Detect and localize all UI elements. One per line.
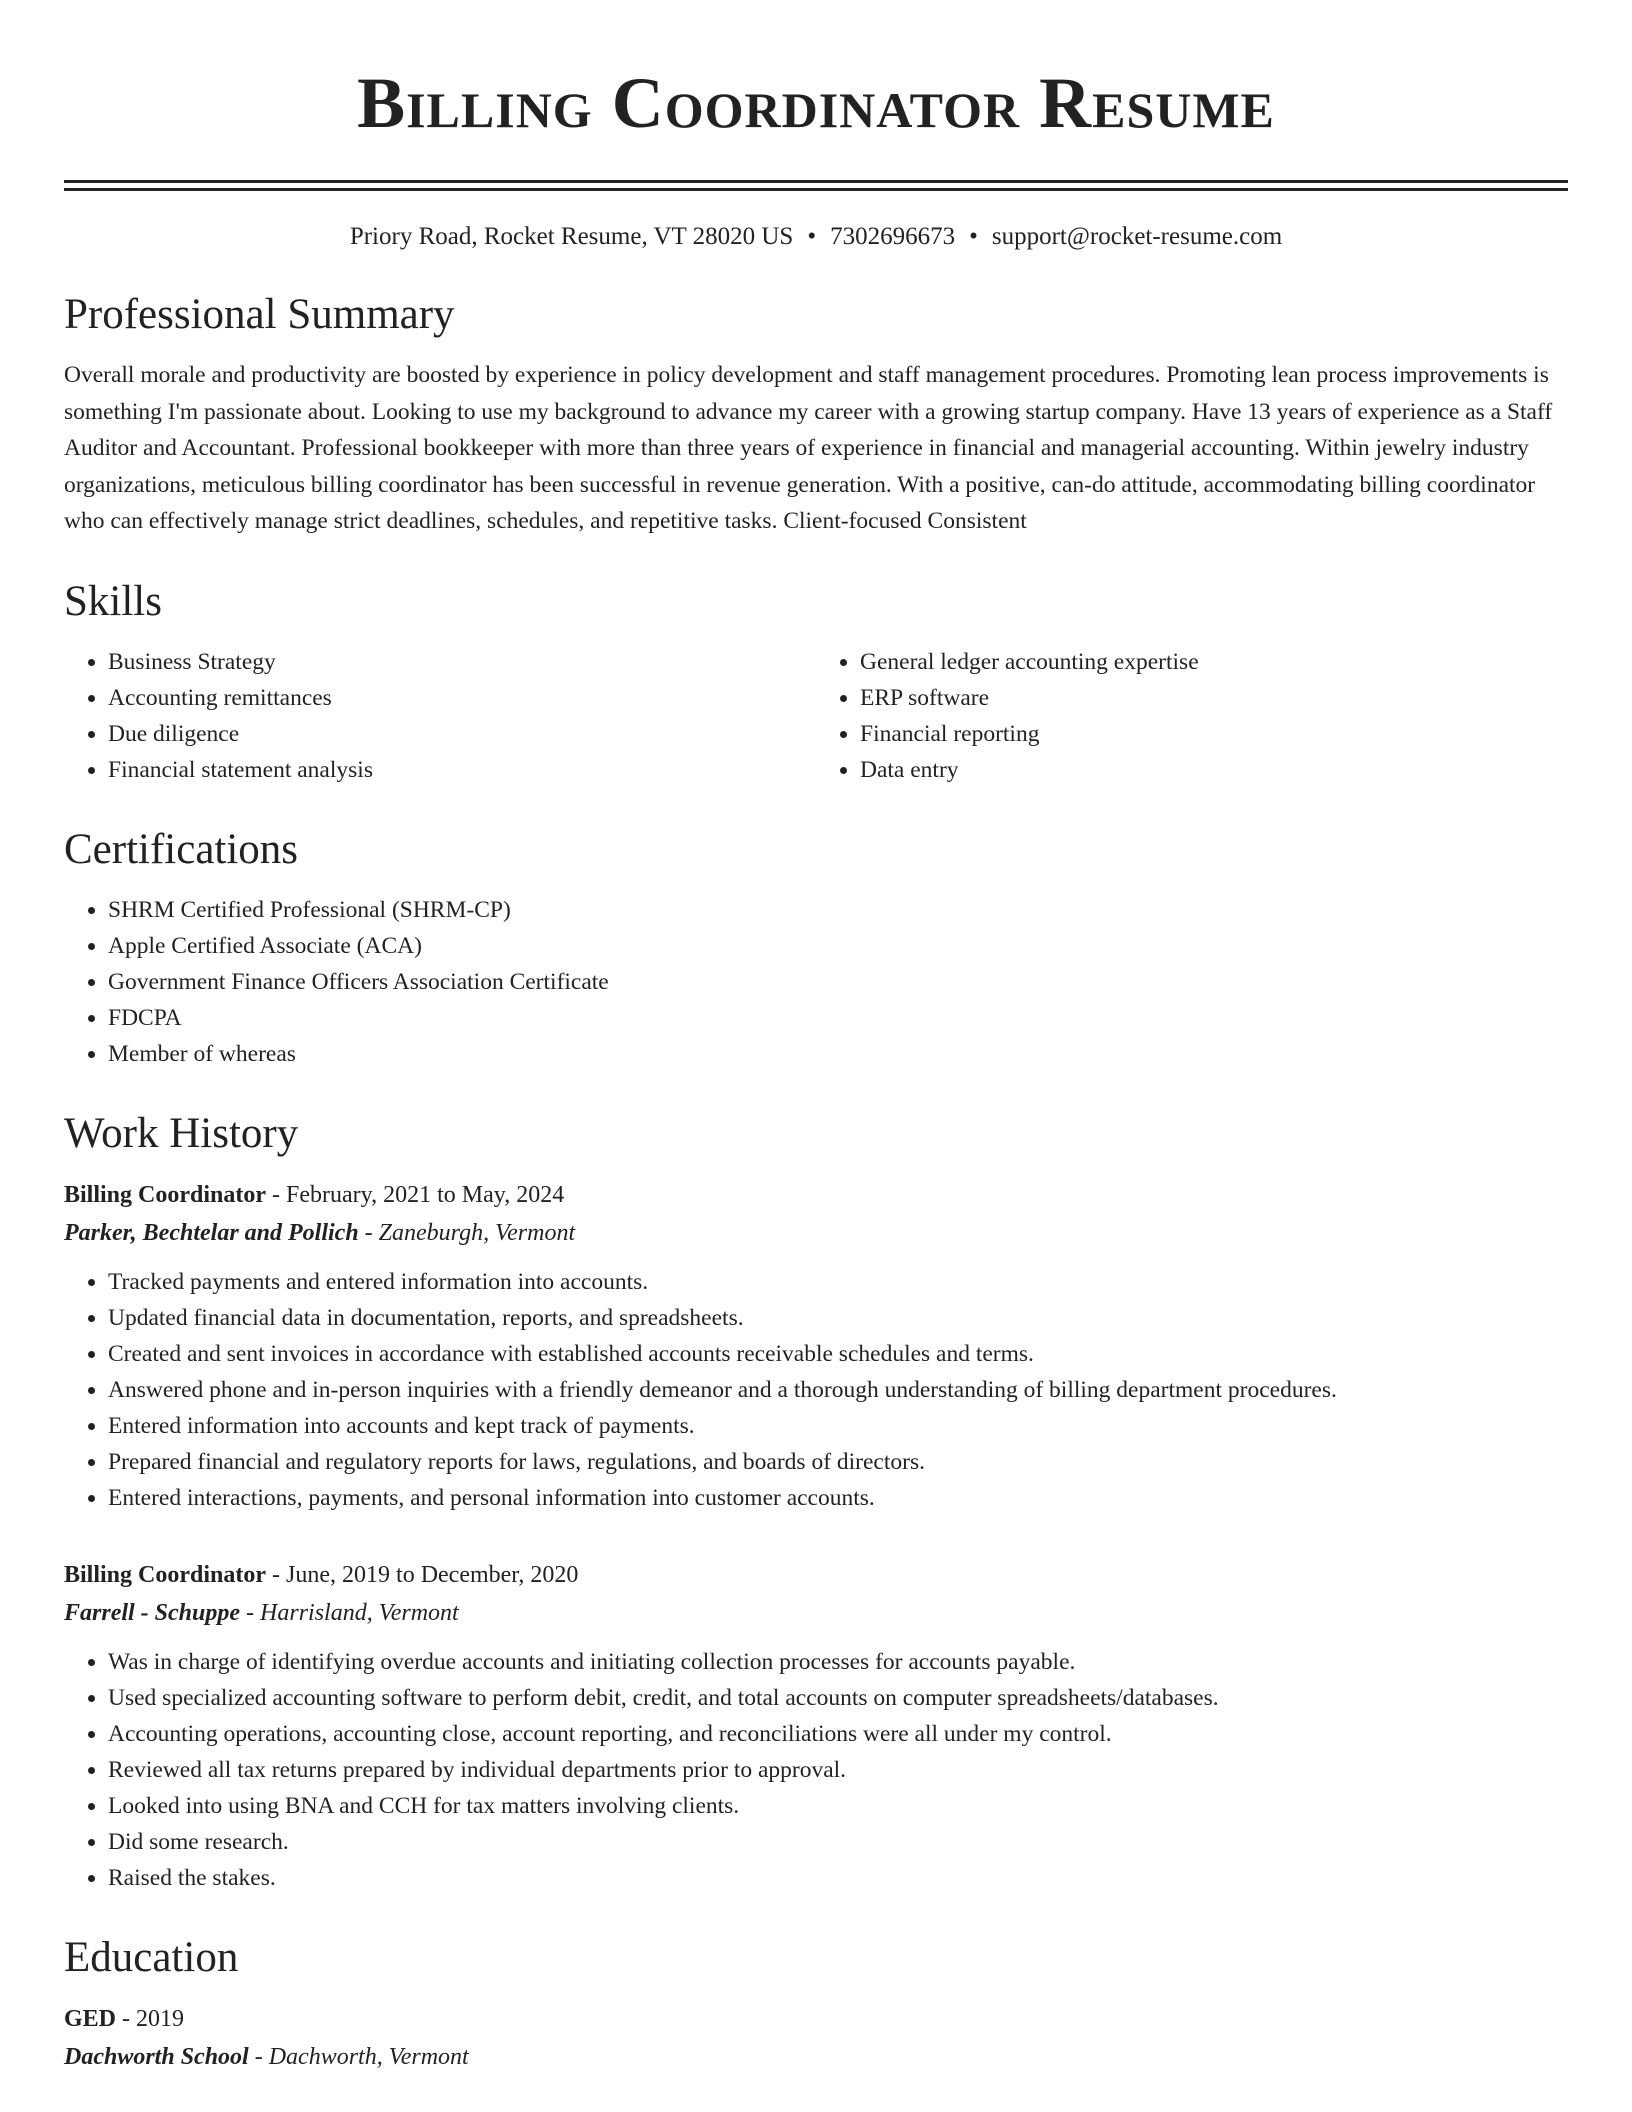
job-title: Billing Coordinator [64,1561,267,1588]
skills-list-left [64,644,816,788]
job-bullet: • Answered phone and in-person inquiries with a friendly demeanor and a thorough understanding of billing department procedures. [108,1372,1568,1408]
job-bullet: • Accounting operations, accounting close, account reporting, and reconciliations were all under my control. [108,1716,1568,1752]
job-bullet: • Did some research. [108,1824,1568,1860]
job-bullets [64,1644,1568,1896]
section-heading: Work History [64,1109,299,1157]
job-bullet: • Reviewed all tax returns prepared by individual departments prior to approval. [108,1752,1568,1788]
education-location: Dachworth, Vermont [268,2043,469,2070]
section-heading: Education [64,1933,239,1981]
job-title: Billing Coordinator [64,1181,267,1208]
job-header: Billing Coordinator - June, 2019 to December, 2020 [64,1561,579,1588]
contact-phone: 7302696673 [830,223,956,250]
job-company: Parker, Bechtelar and Pollich [64,1219,359,1246]
skill-item: • Accounting remittances [108,680,816,716]
skill-item: • Financial statement analysis [108,752,816,788]
job-header: Billing Coordinator - February, 2021 to May, 2024 [64,1181,565,1208]
job-bullet: • Looked into using BNA and CCH for tax matters involving clients. [108,1788,1568,1824]
title-divider [64,180,1568,191]
job-employer: Farrell - Schuppe - Harrisland, Vermont [64,1599,459,1626]
job-bullet: • Prepared financial and regulatory reports for laws, regulations, and boards of directors. [108,1444,1568,1480]
certification-item: • FDCPA [108,1000,1568,1036]
summary-text: Overall morale and productivity are boosted by experience in policy development and staff management procedures. Promoting lean process improvements is something I'm passionate about. Looking to use my background to advance my career with a growing startup company. Have 13 years of experience as a Staff Auditor and Accountant. Professional bookkeeper with more than three years of experience in financial and managerial accounting. Within jewelry industry organizations, meticulous billing coordinator has been successful in revenue generation. With a positive, can-do attitude, accommodating billing coordinator who can effectively manage strict deadlines, schedules, and repetitive tasks. Client-focused Consistent [64,362,1553,534]
skills-list-right [816,644,1568,788]
education-year: 2019 [136,2005,185,2032]
contact-separator: • [969,223,978,250]
job-bullet: • Tracked payments and entered information into accounts. [108,1264,1568,1300]
skill-item: • ERP software [860,680,1568,716]
job-bullet: • Raised the stakes. [108,1860,1568,1896]
skills-columns [64,644,1568,788]
job-dates: February, 2021 to May, 2024 [286,1181,565,1208]
contact-address: Priory Road, Rocket Resume, VT 28020 US [349,223,794,250]
contact-separator: • [807,223,817,250]
section-heading: Skills [64,577,162,625]
job-bullet: • Entered information into accounts and kept track of payments. [108,1408,1568,1444]
job-entry [64,1176,1568,1516]
certification-item: • SHRM Certified Professional (SHRM-CP) [108,892,1568,928]
job-entry [64,1556,1568,1896]
education-institution: Dachworth School - Dachworth, Vermont [64,2043,469,2070]
certification-item: • Government Finance Officers Association Certificate [108,964,1568,1000]
skill-item: • Data entry [860,752,1568,788]
certification-item: • Apple Certified Associate (ACA) [108,928,1568,964]
education-header: GED - 2019 [64,2005,185,2032]
certifications-section [64,824,1568,1072]
job-dates: June, 2019 to December, 2020 [286,1561,579,1588]
section-heading: Certifications [64,825,299,873]
job-bullet: • Was in charge of identifying overdue accounts and initiating collection processes for accounts payable. [108,1644,1568,1680]
job-bullet: • Updated financial data in documentation, reports, and spreadsheets. [108,1300,1568,1336]
job-company: Farrell - Schuppe [64,1599,241,1626]
job-location: Zaneburgh, Vermont [378,1219,576,1246]
job-bullets [64,1264,1568,1516]
job-location: Harrisland, Vermont [260,1599,459,1626]
job-bullet: • Entered interactions, payments, and personal information into customer accounts. [108,1480,1568,1516]
skill-item: • Due diligence [108,716,816,752]
education-school: Dachworth School [64,2043,249,2070]
certification-item: • Member of whereas [108,1036,1568,1072]
skill-item: • General ledger accounting expertise [860,644,1568,680]
summary-section [64,289,1568,540]
job-employer: Parker, Bechtelar and Pollich - Zaneburgh, Vermont [64,1219,576,1246]
job-bullet: • Used specialized accounting software to perform debit, credit, and total accounts on computer spreadsheets/databases. [108,1680,1568,1716]
section-heading: Professional Summary [64,291,455,338]
job-bullet: • Created and sent invoices in accordance with established accounts receivable schedules and terms. [108,1336,1568,1372]
skills-section [64,576,1568,788]
skill-item: • Financial reporting [860,716,1568,752]
education-section [64,1932,1568,2076]
work-history-section [64,1108,1568,1896]
resume-title: Billing Coordinator Resume [357,63,1275,143]
contact-line [64,221,1568,253]
skill-item: • Business Strategy [108,644,816,680]
certifications-list [64,892,1568,1072]
contact-email: support@rocket-resume.com [991,223,1283,250]
education-degree: GED [64,2005,117,2032]
